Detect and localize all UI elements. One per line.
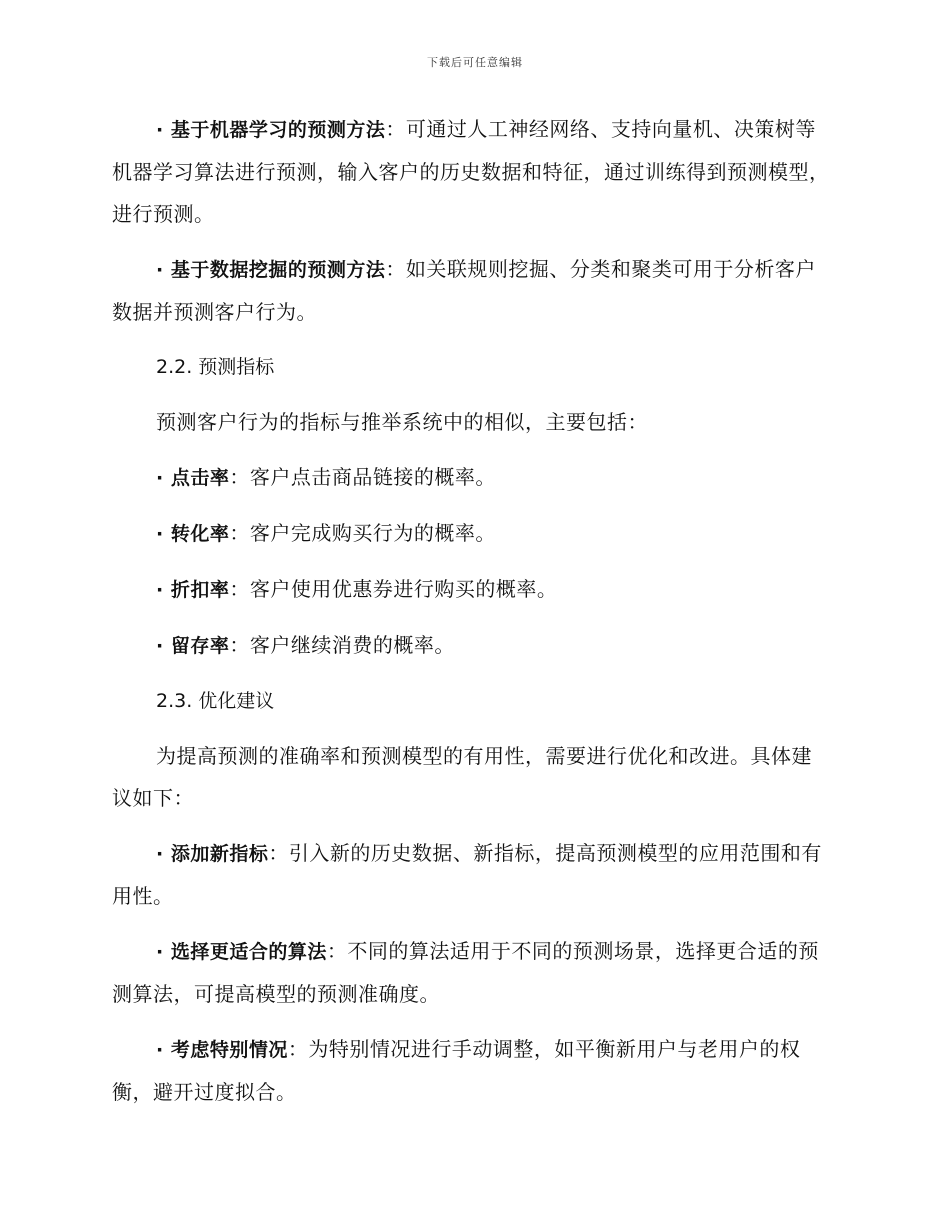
term-label: 基于机器学习的预测方法 [170, 119, 386, 141]
term-label: 考虑特别情况 [170, 1039, 288, 1061]
term-separator: ： [385, 117, 406, 141]
term-label: 留存率 [170, 635, 230, 657]
bullet-term: · 添加新指标 [156, 843, 269, 865]
term-separator: ： [229, 577, 250, 601]
bullet-special-cases [112, 1028, 832, 1113]
bullet-choose-algorithm [112, 930, 832, 1015]
section-heading-2-3: 2.3. 优化建议 [156, 690, 275, 712]
term-label: 添加新指标 [170, 843, 269, 865]
document-body [112, 108, 832, 1126]
term-separator: ： [326, 939, 348, 963]
bullet-text: 客户完成购买行为的概率。 [249, 521, 496, 545]
term-label: 基于数据挖掘的预测方法 [170, 259, 386, 281]
bullet-term: · 留存率 [156, 635, 230, 657]
bullet-conversion-rate [112, 512, 832, 555]
bullet-term: · 基于机器学习的预测方法 [156, 119, 386, 141]
term-separator: ： [385, 257, 406, 281]
bullet-text: 为特别情况进行手动调整，如平衡新用户与老用户的权衡，避开过度拟合。 [112, 1037, 801, 1104]
term-separator: ： [229, 521, 250, 545]
bullet-text: 客户使用优惠券进行购买的概率。 [249, 577, 558, 601]
term-label: 转化率 [170, 523, 230, 545]
bullet-term: · 基于数据挖掘的预测方法 [156, 259, 386, 281]
paragraph-indicators-intro: 预测客户行为的指标与推举系统中的相似，主要包括： [156, 410, 648, 434]
term-separator: ： [229, 465, 250, 489]
term-separator: ： [268, 841, 289, 865]
bullet-text: 引入新的历史数据、新指标，提高预测模型的应用范围和有用性。 [112, 841, 822, 908]
bullet-dm-method [112, 248, 832, 333]
bullet-term: · 选择更适合的算法 [156, 941, 327, 963]
paragraph-optimization-intro: 为提高预测的准确率和预测模型的有用性，需要进行优化和改进。具体建议如下： [112, 744, 812, 810]
bullet-text: 不同的算法适用于不同的预测场景，选择更合适的预测算法，可提高模型的预测准确度。 [112, 939, 819, 1006]
term-label: 选择更适合的算法 [170, 941, 327, 963]
bullet-text: 客户继续消费的概率。 [249, 633, 455, 657]
bullet-discount-rate [112, 568, 832, 611]
bullet-add-indicators [112, 832, 832, 917]
bullet-text: 可通过人工神经网络、支持向量机、决策树等机器学习算法进行预测，输入客户的历史数据和特征，通过训练得到预测模型，进行预测。 [112, 117, 830, 226]
bullet-term: · 转化率 [156, 523, 230, 545]
term-label: 点击率 [170, 467, 230, 489]
bullet-term: · 点击率 [156, 467, 230, 489]
bullet-text: 如关联规则挖掘、分类和聚类可用于分析客户数据并预测客户行为。 [112, 257, 816, 324]
bullet-text: 客户点击商品链接的概率。 [249, 465, 496, 489]
term-label: 折扣率 [170, 579, 230, 601]
bullet-click-rate [112, 456, 832, 499]
section-heading-2-2: 2.2. 预测指标 [156, 356, 275, 378]
term-separator: ： [287, 1037, 309, 1061]
bullet-term: · 折扣率 [156, 579, 230, 601]
bullet-ml-method [112, 108, 832, 235]
bullet-retention-rate [112, 624, 832, 667]
page-header: 下载后可任意编辑 [427, 56, 523, 69]
bullet-term: · 考虑特别情况 [156, 1039, 288, 1061]
term-separator: ： [229, 633, 250, 657]
